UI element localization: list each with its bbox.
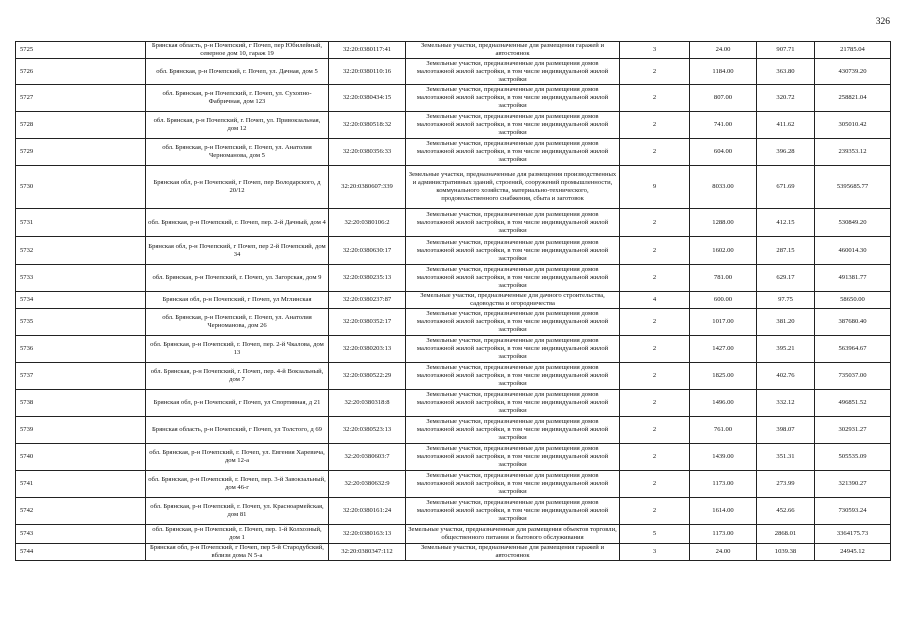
specific-value-cell: 287.15 xyxy=(757,237,815,265)
group-cell: 5 xyxy=(620,525,690,544)
address-cell: обл. Брянская, р-н Почепский, г. Почеп, ул. Анатолия Черноманова, дом 26 xyxy=(146,309,329,336)
land-use-cell: Земельные участки, предназначенные для размещения производственных и административных зданий, строений, сооружений промышленности, коммунального хозяйства, материально-технического, продовольственного снабжения, сбыта и заготовок xyxy=(406,166,620,209)
area-cell: 1825.00 xyxy=(690,363,757,390)
table-body xyxy=(16,42,891,561)
table-row xyxy=(16,237,891,265)
address-cell: обл. Брянская, р-н Почепский, г. Почеп, ул. Дачная, дом 5 xyxy=(146,59,329,85)
specific-value-cell: 320.72 xyxy=(757,85,815,112)
table-row xyxy=(16,292,891,309)
cadastral-number-cell: 32:20:0380117:41 xyxy=(329,42,406,59)
row-number-cell: 5734 xyxy=(16,292,146,309)
cadastral-value-cell: 302931.27 xyxy=(815,417,891,444)
row-number-cell: 5730 xyxy=(16,166,146,209)
address-cell: обл. Брянская, р-н Почепский, г. Почеп, пер. 2-й Дачный, дом 4 xyxy=(146,209,329,237)
cadastral-value-cell: 305010.42 xyxy=(815,112,891,139)
row-number-cell: 5743 xyxy=(16,525,146,544)
cadastral-number-cell: 32:20:0380356:33 xyxy=(329,139,406,166)
area-cell: 741.00 xyxy=(690,112,757,139)
specific-value-cell: 1039.38 xyxy=(757,544,815,561)
cadastral-number-cell: 32:20:0380347:112 xyxy=(329,544,406,561)
specific-value-cell: 2868.01 xyxy=(757,525,815,544)
land-use-cell: Земельные участки, предназначенные для размещения домов малоэтажной жилой застройки, в том числе индивидуальной жилой застройки xyxy=(406,85,620,112)
group-cell: 2 xyxy=(620,139,690,166)
group-cell: 2 xyxy=(620,417,690,444)
cadastral-number-cell: 32:20:0380607:339 xyxy=(329,166,406,209)
table-row xyxy=(16,471,891,498)
area-cell: 781.00 xyxy=(690,265,757,292)
group-cell: 2 xyxy=(620,112,690,139)
cadastral-value-cell: 460014.30 xyxy=(815,237,891,265)
group-cell: 9 xyxy=(620,166,690,209)
table-row xyxy=(16,42,891,59)
row-number-cell: 5726 xyxy=(16,59,146,85)
cadastral-value-cell: 505535.09 xyxy=(815,444,891,471)
cadastral-number-cell: 32:20:0380523:13 xyxy=(329,417,406,444)
land-use-cell: Земельные участки, предназначенные для размещения домов малоэтажной жилой застройки, в том числе индивидуальной жилой застройки xyxy=(406,390,620,417)
land-use-cell: Земельные участки, предназначенные для размещения домов малоэтажной жилой застройки, в том числе индивидуальной жилой застройки xyxy=(406,444,620,471)
page-number: 326 xyxy=(875,17,890,27)
area-cell: 604.00 xyxy=(690,139,757,166)
area-cell: 761.00 xyxy=(690,417,757,444)
area-cell: 1602.00 xyxy=(690,237,757,265)
area-cell: 1017.00 xyxy=(690,309,757,336)
row-number-cell: 5741 xyxy=(16,471,146,498)
area-cell: 8033.00 xyxy=(690,166,757,209)
group-cell: 2 xyxy=(620,336,690,363)
cadastral-number-cell: 32:20:0380163:13 xyxy=(329,525,406,544)
group-cell: 2 xyxy=(620,309,690,336)
cadastral-number-cell: 32:20:0380522:29 xyxy=(329,363,406,390)
table-row xyxy=(16,112,891,139)
table-row xyxy=(16,59,891,85)
land-use-cell: Земельные участки, предназначенные для размещения домов малоэтажной жилой застройки, в том числе индивидуальной жилой застройки xyxy=(406,265,620,292)
specific-value-cell: 395.21 xyxy=(757,336,815,363)
row-number-cell: 5732 xyxy=(16,237,146,265)
row-number-cell: 5735 xyxy=(16,309,146,336)
land-use-cell: Земельные участки, предназначенные для размещения домов малоэтажной жилой застройки, в том числе индивидуальной жилой застройки xyxy=(406,336,620,363)
table-row xyxy=(16,363,891,390)
cadastral-number-cell: 32:20:0380203:13 xyxy=(329,336,406,363)
cadastral-value-cell: 387680.40 xyxy=(815,309,891,336)
table-row xyxy=(16,525,891,544)
area-cell: 1427.00 xyxy=(690,336,757,363)
cadastral-value-cell: 496851.52 xyxy=(815,390,891,417)
address-cell: обл. Брянская, р-н Почепский, г. Почеп, ул. Привокзальная, дом 12 xyxy=(146,112,329,139)
address-cell: обл. Брянская, р-н Почепский, г. Почеп, ул. Анатолия Черноманова, дом 5 xyxy=(146,139,329,166)
specific-value-cell: 411.62 xyxy=(757,112,815,139)
specific-value-cell: 907.71 xyxy=(757,42,815,59)
group-cell: 3 xyxy=(620,544,690,561)
cadastral-value-cell: 58650.00 xyxy=(815,292,891,309)
cadastral-number-cell: 32:20:0380603:7 xyxy=(329,444,406,471)
area-cell: 807.00 xyxy=(690,85,757,112)
row-number-cell: 5742 xyxy=(16,498,146,525)
cadastral-number-cell: 32:20:0380237:87 xyxy=(329,292,406,309)
group-cell: 2 xyxy=(620,363,690,390)
specific-value-cell: 396.28 xyxy=(757,139,815,166)
cadastral-value-cell: 530849.20 xyxy=(815,209,891,237)
group-cell: 2 xyxy=(620,265,690,292)
specific-value-cell: 452.66 xyxy=(757,498,815,525)
cadastral-value-cell: 5395685.77 xyxy=(815,166,891,209)
address-cell: Брянская обл, р-н Почепский, г Почеп, ул Мглинская xyxy=(146,292,329,309)
address-cell: Брянская обл, р-н Почепский, г Почеп, пер 2-й Почепский, дом 34 xyxy=(146,237,329,265)
cadastral-value-cell: 491381.77 xyxy=(815,265,891,292)
specific-value-cell: 412.15 xyxy=(757,209,815,237)
land-use-cell: Земельные участки, предназначенные для размещения домов малоэтажной жилой застройки, в том числе индивидуальной жилой застройки xyxy=(406,498,620,525)
table-row xyxy=(16,139,891,166)
row-number-cell: 5739 xyxy=(16,417,146,444)
cadastral-number-cell: 32:20:0380434:15 xyxy=(329,85,406,112)
address-cell: обл. Брянская, р-н Почепский, г. Почеп, ул. Сухопно-Фабричная, дом 123 xyxy=(146,85,329,112)
specific-value-cell: 97.75 xyxy=(757,292,815,309)
table-row xyxy=(16,390,891,417)
area-cell: 1496.00 xyxy=(690,390,757,417)
area-cell: 1173.00 xyxy=(690,471,757,498)
area-cell: 24.00 xyxy=(690,42,757,59)
group-cell: 2 xyxy=(620,237,690,265)
table-row xyxy=(16,336,891,363)
row-number-cell: 5736 xyxy=(16,336,146,363)
cadastral-value-cell: 735037.00 xyxy=(815,363,891,390)
area-cell: 1439.00 xyxy=(690,444,757,471)
cadastral-number-cell: 32:20:0380110:16 xyxy=(329,59,406,85)
table-row xyxy=(16,166,891,209)
cadastral-value-cell: 258821.04 xyxy=(815,85,891,112)
address-cell: Брянская обл, р-н Почепский, г Почеп, пер Володарского, д 20/12 xyxy=(146,166,329,209)
land-use-cell: Земельные участки, предназначенные для дачного строительства, садоводства и огородничества xyxy=(406,292,620,309)
land-use-cell: Земельные участки, предназначенные для размещения домов малоэтажной жилой застройки, в том числе индивидуальной жилой застройки xyxy=(406,112,620,139)
area-cell: 600.00 xyxy=(690,292,757,309)
specific-value-cell: 671.69 xyxy=(757,166,815,209)
area-cell: 1184.00 xyxy=(690,59,757,85)
cadastral-value-cell: 430739.20 xyxy=(815,59,891,85)
specific-value-cell: 629.17 xyxy=(757,265,815,292)
group-cell: 2 xyxy=(620,444,690,471)
specific-value-cell: 402.76 xyxy=(757,363,815,390)
address-cell: обл. Брянская, р-н Почепский, г. Почеп, пер. 1-й Колхозный, дом 1 xyxy=(146,525,329,544)
address-cell: Брянская область, р-н Почепский, г Почеп, ул Толстого, д 69 xyxy=(146,417,329,444)
group-cell: 2 xyxy=(620,498,690,525)
land-use-cell: Земельные участки, предназначенные для размещения домов малоэтажной жилой застройки, в том числе индивидуальной жилой застройки xyxy=(406,237,620,265)
cadastral-number-cell: 32:20:0380632:9 xyxy=(329,471,406,498)
specific-value-cell: 398.07 xyxy=(757,417,815,444)
address-cell: обл. Брянская, р-н Почепский, г. Почеп, ул. Евгения Харевича, дом 12-а xyxy=(146,444,329,471)
cadastral-value-cell: 730593.24 xyxy=(815,498,891,525)
address-cell: обл. Брянская, р-н Почепский, г. Почеп, пер. 3-й Завокзальный, дом 46-г xyxy=(146,471,329,498)
table-row xyxy=(16,544,891,561)
cadastral-number-cell: 32:20:0380161:24 xyxy=(329,498,406,525)
row-number-cell: 5731 xyxy=(16,209,146,237)
land-use-cell: Земельные участки, предназначенные для размещения домов малоэтажной жилой застройки, в том числе индивидуальной жилой застройки xyxy=(406,309,620,336)
cadastral-number-cell: 32:20:0380235:13 xyxy=(329,265,406,292)
area-cell: 1173.00 xyxy=(690,525,757,544)
group-cell: 2 xyxy=(620,59,690,85)
cadastral-number-cell: 32:20:0380352:17 xyxy=(329,309,406,336)
cadastral-value-table xyxy=(15,41,891,561)
specific-value-cell: 381.20 xyxy=(757,309,815,336)
specific-value-cell: 332.12 xyxy=(757,390,815,417)
land-use-cell: Земельные участки, предназначенные для размещения объектов торговли, общественного питания и бытового обслуживания xyxy=(406,525,620,544)
address-cell: Брянская обл, р-н Почепский, г Почеп, ул Спортивная, д 21 xyxy=(146,390,329,417)
specific-value-cell: 363.80 xyxy=(757,59,815,85)
land-use-cell: Земельные участки, предназначенные для размещения гаражей и автостоянок xyxy=(406,544,620,561)
address-cell: обл. Брянская, р-н Почепский, г. Почеп, ул. Загорская, дом 9 xyxy=(146,265,329,292)
group-cell: 4 xyxy=(620,292,690,309)
area-cell: 1288.00 xyxy=(690,209,757,237)
table-row xyxy=(16,417,891,444)
address-cell: обл. Брянская, р-н Почепский, г. Почеп, пер. 2-й Чкалова, дом 13 xyxy=(146,336,329,363)
table-row xyxy=(16,265,891,292)
group-cell: 2 xyxy=(620,471,690,498)
cadastral-value-cell: 3364175.73 xyxy=(815,525,891,544)
cadastral-number-cell: 32:20:0380318:8 xyxy=(329,390,406,417)
cadastral-number-cell: 32:20:0380630:17 xyxy=(329,237,406,265)
row-number-cell: 5737 xyxy=(16,363,146,390)
group-cell: 2 xyxy=(620,209,690,237)
table-row xyxy=(16,309,891,336)
table-row xyxy=(16,85,891,112)
row-number-cell: 5727 xyxy=(16,85,146,112)
address-cell: Брянская обл, р-н Почепский, г Почеп, пер 5-й Стародубский, вблизи дома N 5-а xyxy=(146,544,329,561)
cadastral-number-cell: 32:20:0380518:32 xyxy=(329,112,406,139)
group-cell: 3 xyxy=(620,42,690,59)
row-number-cell: 5740 xyxy=(16,444,146,471)
address-cell: обл. Брянская, р-н Почепский, г. Почеп, ул. Красноармейская, дом 81 xyxy=(146,498,329,525)
address-cell: Брянская область, р-н Почепский, г Почеп, пер Юбилейный, северное дом 10, гараж 19 xyxy=(146,42,329,59)
specific-value-cell: 273.99 xyxy=(757,471,815,498)
address-cell: обл. Брянская, р-н Почепский, г. Почеп, пер. 4-й Вокзальный, дом 7 xyxy=(146,363,329,390)
cadastral-number-cell: 32:20:0380106:2 xyxy=(329,209,406,237)
land-use-cell: Земельные участки, предназначенные для размещения домов малоэтажной жилой застройки, в том числе индивидуальной жилой застройки xyxy=(406,209,620,237)
land-use-cell: Земельные участки, предназначенные для размещения домов малоэтажной жилой застройки, в том числе индивидуальной жилой застройки xyxy=(406,471,620,498)
table-row xyxy=(16,498,891,525)
cadastral-value-cell: 321390.27 xyxy=(815,471,891,498)
specific-value-cell: 351.31 xyxy=(757,444,815,471)
land-use-cell: Земельные участки, предназначенные для размещения домов малоэтажной жилой застройки, в том числе индивидуальной жилой застройки xyxy=(406,139,620,166)
area-cell: 24.00 xyxy=(690,544,757,561)
area-cell: 1614.00 xyxy=(690,498,757,525)
row-number-cell: 5725 xyxy=(16,42,146,59)
table-row xyxy=(16,209,891,237)
group-cell: 2 xyxy=(620,85,690,112)
cadastral-value-cell: 563964.67 xyxy=(815,336,891,363)
land-use-cell: Земельные участки, предназначенные для размещения домов малоэтажной жилой застройки, в том числе индивидуальной жилой застройки xyxy=(406,59,620,85)
row-number-cell: 5729 xyxy=(16,139,146,166)
cadastral-value-cell: 24945.12 xyxy=(815,544,891,561)
row-number-cell: 5744 xyxy=(16,544,146,561)
group-cell: 2 xyxy=(620,390,690,417)
row-number-cell: 5733 xyxy=(16,265,146,292)
table-row xyxy=(16,444,891,471)
land-use-cell: Земельные участки, предназначенные для размещения домов малоэтажной жилой застройки, в том числе индивидуальной жилой застройки xyxy=(406,417,620,444)
land-use-cell: Земельные участки, предназначенные для размещения гаражей и автостоянок xyxy=(406,42,620,59)
land-use-cell: Земельные участки, предназначенные для размещения домов малоэтажной жилой застройки, в том числе индивидуальной жилой застройки xyxy=(406,363,620,390)
row-number-cell: 5738 xyxy=(16,390,146,417)
cadastral-value-cell: 239353.12 xyxy=(815,139,891,166)
cadastral-value-cell: 21785.04 xyxy=(815,42,891,59)
row-number-cell: 5728 xyxy=(16,112,146,139)
